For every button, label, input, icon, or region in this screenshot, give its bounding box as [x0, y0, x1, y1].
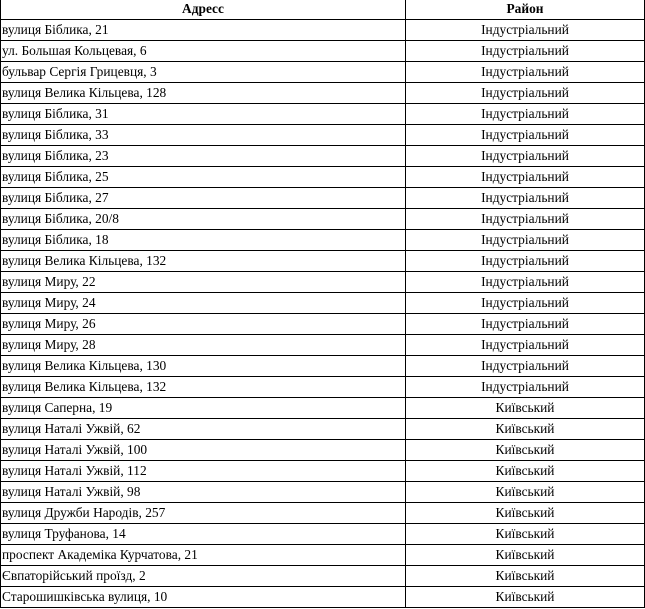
district-cell[interactable]: Індустріальний [406, 20, 645, 41]
table-row [1, 293, 645, 314]
table-row [1, 377, 645, 398]
table-row [1, 83, 645, 104]
address-cell[interactable]: вулиця Біблика, 27 [1, 188, 406, 209]
address-cell[interactable]: вулиця Наталі Ужвій, 98 [1, 482, 406, 503]
district-cell[interactable]: Київський [406, 566, 645, 587]
address-cell[interactable]: вулиця Велика Кільцева, 128 [1, 83, 406, 104]
table-row [1, 167, 645, 188]
table-row [1, 482, 645, 503]
table-row [1, 461, 645, 482]
table-row [1, 524, 645, 545]
address-cell[interactable]: вулиця Наталі Ужвій, 100 [1, 440, 406, 461]
address-cell[interactable]: вулиця Велика Кільцева, 132 [1, 377, 406, 398]
district-cell[interactable]: Індустріальний [406, 356, 645, 377]
table-row [1, 356, 645, 377]
address-cell[interactable]: Євпаторійський проїзд, 2 [1, 566, 406, 587]
table-row [1, 335, 645, 356]
table-row [1, 314, 645, 335]
address-cell[interactable]: вулиця Миру, 26 [1, 314, 406, 335]
address-cell[interactable]: вулиця Саперна, 19 [1, 398, 406, 419]
table-row [1, 251, 645, 272]
district-cell[interactable]: Індустріальний [406, 188, 645, 209]
district-cell[interactable]: Індустріальний [406, 230, 645, 251]
address-cell[interactable]: вулиця Миру, 24 [1, 293, 406, 314]
table-row [1, 104, 645, 125]
address-cell[interactable]: вулиця Біблика, 21 [1, 20, 406, 41]
address-cell[interactable]: вулиця Біблика, 20/8 [1, 209, 406, 230]
table-row [1, 20, 645, 41]
district-cell[interactable]: Київський [406, 398, 645, 419]
address-cell[interactable]: Старошишківська вулиця, 10 [1, 587, 406, 608]
district-cell[interactable]: Київський [406, 482, 645, 503]
table-row [1, 41, 645, 62]
district-cell[interactable]: Індустріальний [406, 314, 645, 335]
address-cell[interactable]: вулиця Біблика, 31 [1, 104, 406, 125]
district-cell[interactable]: Індустріальний [406, 251, 645, 272]
district-cell[interactable]: Індустріальний [406, 293, 645, 314]
district-cell[interactable]: Індустріальний [406, 62, 645, 83]
district-cell[interactable]: Київський [406, 587, 645, 608]
district-cell[interactable]: Київський [406, 419, 645, 440]
district-cell[interactable]: Індустріальний [406, 83, 645, 104]
address-cell[interactable]: вулиця Дружби Народів, 257 [1, 503, 406, 524]
address-cell[interactable]: вулиця Наталі Ужвій, 112 [1, 461, 406, 482]
district-cell[interactable]: Індустріальний [406, 167, 645, 188]
district-cell[interactable]: Київський [406, 545, 645, 566]
table-row [1, 440, 645, 461]
district-cell[interactable]: Індустріальний [406, 209, 645, 230]
address-cell[interactable]: бульвар Сергія Грицевця, 3 [1, 62, 406, 83]
table-row [1, 398, 645, 419]
district-cell[interactable]: Індустріальний [406, 104, 645, 125]
district-cell[interactable]: Київський [406, 524, 645, 545]
address-cell[interactable]: вулиця Миру, 22 [1, 272, 406, 293]
address-cell[interactable]: вулиця Велика Кільцева, 132 [1, 251, 406, 272]
address-cell[interactable]: вулиця Труфанова, 14 [1, 524, 406, 545]
table-row [1, 209, 645, 230]
table-row [1, 545, 645, 566]
district-cell[interactable]: Індустріальний [406, 146, 645, 167]
address-cell[interactable]: ул. Большая Кольцевая, 6 [1, 41, 406, 62]
table-body [1, 20, 645, 608]
table-row [1, 566, 645, 587]
address-cell[interactable]: вулиця Велика Кільцева, 130 [1, 356, 406, 377]
address-column-header[interactable]: Адресс [1, 0, 406, 20]
table-row [1, 230, 645, 251]
address-cell[interactable]: вулиця Наталі Ужвій, 62 [1, 419, 406, 440]
table-row [1, 419, 645, 440]
table-row [1, 146, 645, 167]
address-cell[interactable]: вулиця Біблика, 23 [1, 146, 406, 167]
address-cell[interactable]: вулиця Біблика, 18 [1, 230, 406, 251]
district-cell[interactable]: Київський [406, 440, 645, 461]
table-row [1, 62, 645, 83]
address-cell[interactable]: вулиця Біблика, 25 [1, 167, 406, 188]
district-column-header[interactable]: Район [406, 0, 645, 20]
address-cell[interactable]: вулиця Біблика, 33 [1, 125, 406, 146]
table-row [1, 272, 645, 293]
district-cell[interactable]: Індустріальний [406, 335, 645, 356]
district-cell[interactable]: Індустріальний [406, 377, 645, 398]
district-cell[interactable]: Індустріальний [406, 41, 645, 62]
district-cell[interactable]: Київський [406, 503, 645, 524]
table-row [1, 587, 645, 608]
header-row [1, 0, 645, 20]
table-row [1, 125, 645, 146]
district-cell[interactable]: Індустріальний [406, 125, 645, 146]
table-row [1, 503, 645, 524]
district-cell[interactable]: Індустріальний [406, 272, 645, 293]
table-row [1, 188, 645, 209]
address-cell[interactable]: проспект Академіка Курчатова, 21 [1, 545, 406, 566]
district-cell[interactable]: Київський [406, 461, 645, 482]
address-cell[interactable]: вулиця Миру, 28 [1, 335, 406, 356]
